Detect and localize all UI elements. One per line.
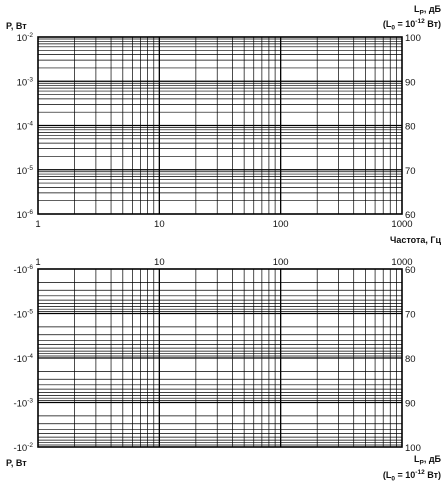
chart-bottom-right-axis-label: $L_P$, дБ — [413, 454, 441, 467]
chart-bottom-right-tick: 90 — [405, 398, 416, 410]
chart-top — [6, 4, 442, 245]
chart-top-left-tick: $10^{-6}$ — [16, 209, 33, 221]
chart-bottom-right-axis-reference: ($L_0 = 10^{-12}$ Вт) — [382, 469, 441, 483]
chart-top-left-axis-label: P, Вт — [6, 21, 27, 31]
chart-top-right-tick: 90 — [405, 77, 416, 89]
chart-top-x-tick: 100 — [272, 219, 289, 230]
chart-top-left-tick: $10^{-2}$ — [16, 32, 33, 44]
chart-bottom-right-tick: 70 — [405, 309, 416, 321]
chart-top-x-tick: 10 — [154, 219, 165, 230]
chart-bottom-x-tick: 100 — [272, 257, 289, 268]
chart-top-x-tick: 1 — [35, 219, 41, 230]
chart-bottom-left-tick: $-10^{-5}$ — [13, 308, 33, 321]
chart-top-left-tick: $10^{-4}$ — [16, 120, 33, 133]
chart-top-left-tick: $10^{-5}$ — [16, 164, 33, 177]
chart-bottom-x-tick: 1 — [35, 257, 41, 268]
chart-top-right-axis-label: $L_P$, дБ — [413, 4, 441, 17]
chart-top-left-tick: $10^{-3}$ — [16, 76, 33, 89]
chart-bottom-left-tick: $-10^{-6}$ — [13, 264, 33, 276]
chart-top-right-tick: 60 — [405, 210, 416, 221]
chart-top-x-tick: 1000 — [391, 219, 413, 230]
chart-top-right-tick: 80 — [405, 121, 416, 133]
chart-bottom-left-tick: $-10^{-3}$ — [13, 397, 33, 410]
chart-bottom-x-tick: 10 — [154, 257, 165, 268]
chart-bottom-left-tick: $-10^{-2}$ — [13, 442, 33, 454]
chart-top-right-tick: 70 — [405, 165, 416, 177]
chart-bottom-left-tick: $-10^{-4}$ — [13, 353, 33, 365]
chart-bottom — [6, 257, 442, 483]
chart-bottom-right-tick: 60 — [405, 265, 416, 276]
chart-bottom-grid — [38, 269, 402, 447]
chart-bottom-x-tick: 1000 — [391, 257, 413, 268]
chart-bottom-left-axis-label: P, Вт — [6, 458, 27, 468]
chart-top-grid — [38, 37, 402, 214]
chart-bottom-right-tick: 100 — [405, 443, 421, 454]
chart-top-right-tick: 100 — [405, 33, 421, 44]
chart-top-right-axis-reference: ($L_0 = 10^{-12}$ Вт) — [382, 18, 441, 32]
chart-bottom-right-tick: 80 — [405, 354, 416, 365]
chart-top-x-axis-label: Частота, Гц — [390, 235, 441, 245]
